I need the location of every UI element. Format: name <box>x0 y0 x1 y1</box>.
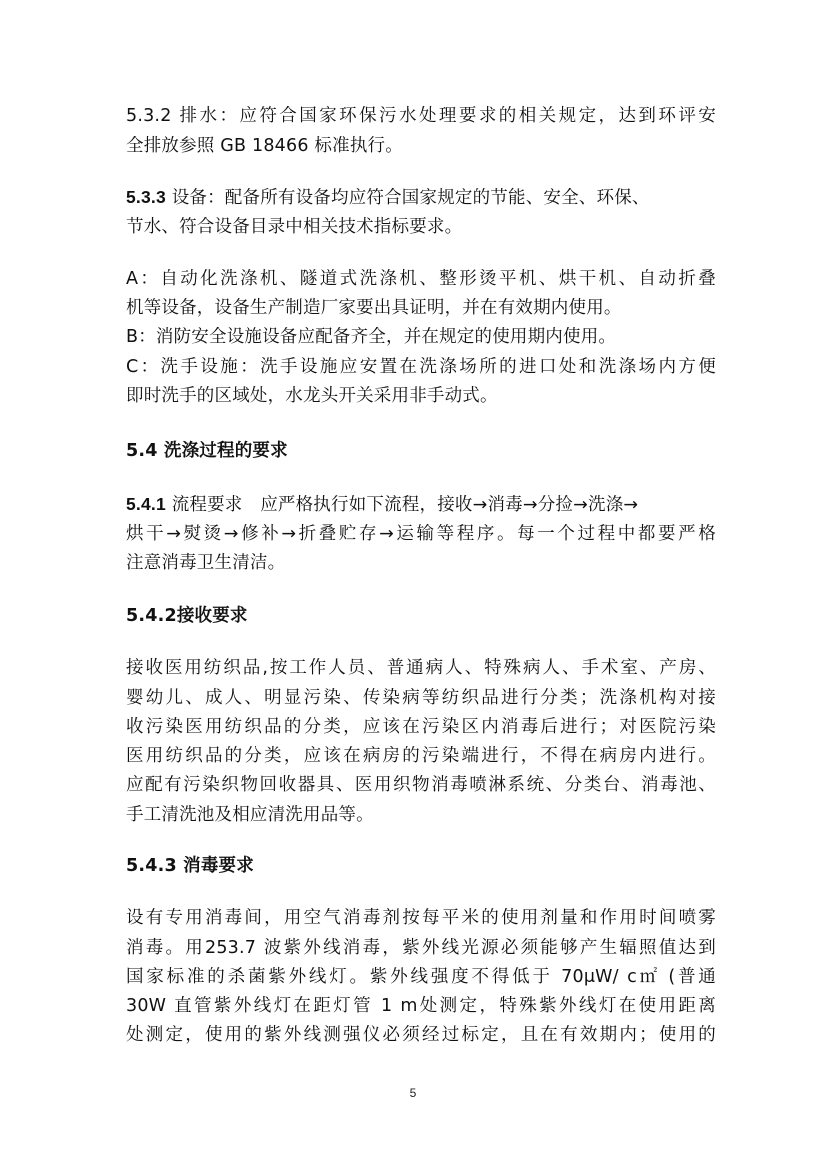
item-a-line2: 机等设备，设备生产制造厂家要出具证明，并在有效期内使用。 <box>126 298 622 318</box>
page-number: 5 <box>409 1086 417 1100</box>
section-heading-5-4: 5.4 洗涤过程的要求 <box>126 441 288 461</box>
paragraph-process-line2: 烘干→熨烫→修补→折叠贮存→运输等程序。每一个过程中都要严格 <box>126 524 716 544</box>
paragraph-receive-line1: 接收医用纺织品,按工作人员、普通病人、特殊病人、手术室、产房、 <box>126 658 716 678</box>
paragraph-drainage-line1: 5.3.2 排水：应符合国家环保污水处理要求的相关规定，达到环评安 <box>126 106 716 126</box>
paragraph-receive-line6: 手工清洗池及相应清洗用品等。 <box>126 805 374 825</box>
paragraph-receive-line5: 应配有污染织物回收器具、医用织物消毒喷淋系统、分类台、消毒池、 <box>126 775 716 795</box>
item-c-line2: 即时洗手的区域处，水龙头开关采用非手动式。 <box>126 386 498 406</box>
paragraph-disinfection-line3: 国家标准的杀菌紫外线灯。紫外线强度不得低于 70μW/ c㎡ (普通 <box>126 967 716 987</box>
paragraph-disinfection-line2: 消毒。用253.7 波紫外线消毒，紫外线光源必须能够产生辐照值达到 <box>126 938 716 958</box>
section-number-5-4-1: 5.4.1 <box>126 494 166 514</box>
paragraph-equipment-text: 设备：配备所有设备均应符合国家规定的节能、安全、环保、 <box>165 188 650 208</box>
item-a-line1: A：自动化洗涤机、隧道式洗涤机、整形烫平机、烘干机、自动折叠 <box>126 269 716 289</box>
paragraph-equipment-line1 <box>126 182 716 213</box>
paragraph-receive-line2: 婴幼儿、成人、明显污染、传染病等纺织品进行分类；洗涤机构对接 <box>126 688 716 708</box>
paragraph-disinfection-line4: 30W 直管紫外线灯在距灯管 1 m处测定，特殊紫外线灯在使用距离 <box>126 996 716 1016</box>
paragraph-disinfection-line1: 设有专用消毒间，用空气消毒剂按每平米的使用剂量和作用时间喷雾 <box>126 908 716 928</box>
paragraph-process-line1 <box>126 489 716 520</box>
paragraph-disinfection-line5: 处测定，使用的紫外线测强仪必须经过标定，且在有效期内；使用的 <box>126 1025 716 1045</box>
section-heading-5-4-2: 5.4.2接收要求 <box>126 606 248 626</box>
section-number-5-3-3: 5.3.3 <box>126 187 166 207</box>
paragraph-process-line3: 注意消毒卫生清洁。 <box>126 553 286 573</box>
paragraph-drainage-line2: 全排放参照 GB 18466 标准执行。 <box>126 136 403 156</box>
paragraph-receive-line4: 医用纺织品的分类，应该在病房的污染端进行，不得在病房内进行。 <box>126 746 716 766</box>
paragraph-equipment-line2: 节水、符合设备目录中相关技术指标要求。 <box>126 217 463 237</box>
paragraph-process-text: 流程要求 应严格执行如下流程，接收→消毒→分捡→洗涤→ <box>165 495 639 515</box>
paragraph-receive-line3: 收污染医用纺织品的分类，应该在污染区内消毒后进行；对医院污染 <box>126 717 716 737</box>
item-c-line1: C：洗手设施：洗手设施应安置在洗涤场所的进口处和洗涤场内方便 <box>126 357 716 377</box>
section-heading-5-4-3: 5.4.3 消毒要求 <box>126 856 254 876</box>
item-b-line1: B：消防安全设施设备应配备齐全，并在规定的使用期内使用。 <box>126 327 617 347</box>
